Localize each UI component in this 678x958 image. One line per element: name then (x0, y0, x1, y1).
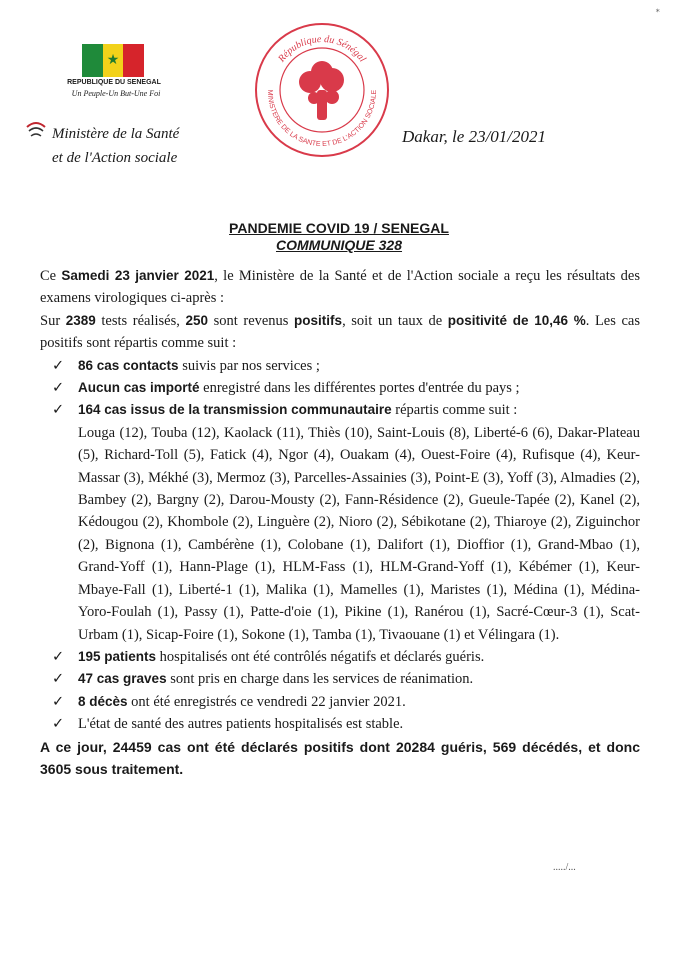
tests-count: 2389 (65, 312, 96, 328)
national-motto: Un Peuple-Un But-Une Foi (71, 89, 161, 98)
positivity-rate: positivité de 10,46 % (447, 312, 586, 328)
flag-stripe-green (82, 44, 103, 77)
date-line: Dakar, le 23/01/2021 (402, 127, 547, 146)
ministry-name (52, 122, 179, 170)
check-icon: ✓ (52, 693, 65, 710)
senegal-flag (82, 44, 144, 77)
tests-text-3: sont revenus (208, 312, 295, 329)
summary-paragraph: A ce jour, 24459 cas ont été déclarés positifs dont 20284 guéris, 569 décédés, et donc 3605 sous traitement. (40, 738, 640, 777)
list-item-severe (52, 668, 640, 690)
check-icon: ✓ (52, 380, 65, 397)
tests-paragraph (40, 310, 640, 355)
ministry-line-2: et de l'Action sociale (52, 150, 178, 166)
deaths-count: 8 décès (78, 693, 128, 709)
page-title: PANDEMIE COVID 19 / SENEGAL (229, 220, 449, 236)
flag-stripe-red (123, 44, 144, 77)
list-item-recovered (52, 646, 640, 668)
star-icon: ★ (106, 52, 120, 68)
check-icon: ✓ (52, 357, 65, 374)
check-icon: ✓ (52, 402, 65, 419)
tests-text-5: . Les cas positifs sont répartis comme suit : (40, 312, 640, 352)
recovered-count: 195 patients (78, 648, 157, 664)
list-item-contacts (52, 355, 640, 377)
seal-text-bottom: MINISTERE DE LA SANTE ET DE L'ACTION SOCIALE (265, 89, 379, 149)
corner-mark: ∗ (655, 6, 661, 15)
list-item-imported (52, 377, 640, 399)
list-item-stable (52, 713, 640, 735)
community-text: répartis comme suit : (391, 402, 518, 419)
communique-number: COMMUNIQUE 328 (275, 237, 403, 253)
positive-word: positifs (294, 312, 343, 328)
check-icon: ✓ (52, 648, 65, 665)
flag-stripe-yellow (103, 44, 124, 77)
baobab-tree-icon (299, 61, 344, 120)
republic-label: REPUBLIQUE DU SENEGAL (67, 79, 161, 86)
check-icon: ✓ (52, 671, 65, 688)
case-breakdown-list (40, 355, 640, 736)
tests-text-2: tests réalisés, (95, 312, 186, 329)
imported-text: enregistré dans les différentes portes d'entrée du pays ; (199, 380, 520, 397)
stable-text: L'état de santé des autres patients hospitalisés est stable. (78, 716, 404, 733)
severe-count: 47 cas graves (78, 671, 167, 687)
intro-text-2: , le Ministère de la Santé et de l'Action sociale a reçu les résultats des examens virologiques ci-après : (40, 268, 640, 307)
seal-text-top: République du Sénégal (276, 33, 368, 65)
localities-list: Louga (12), Touba (12), Kaolack (11), Thiès (10), Saint-Louis (8), Liberté-6 (6), Dakar-Plateau (5), Richard-Toll (5), Fatick (4), Ngor (4), Ouakam (4), Ouest-Foire (4), Rufisque (4), Keur-Massar (3), Mékhé (3), Mermoz (3), Parcelles-Assainies (3), Point-E (3), Yoff (3), Almadies (2), Bambey (2), Bargny (2), Darou-Mousty (2), Fann-Résidence (2), Gueule-Tapée (2), Kanel (2), Kédougou (2), Khombole (2), Linguère (2), Nioro (2), Sébikotane (2), Thiaroye (2), Ziguinchor (2), Bignona (1), Cambérène (1), Colobane (1), Dalifort (1), Dioffior (1), Grand-Mbao (1), Grand-Yoff (1), Hann-Plage (1), HLM-Fass (1), HLM-Grand-Yoff (1), Kébémer (1), Keur-Mbaye-Fall (1), Liberté-1 (1), Malika (1), Mamelles (1), Maristes (1), Médina (1), Médina-Yoro-Foulah (1), Passy (1), Patte-d'oie (1), Pikine (1), Ranérou (1), Sacré-Cœur-3 (1), Scat-Urbam (1), Sicap-Foire (1), Sokone (1), Tamba (1), Tivaouane (1) et Vélingara (1). (78, 424, 640, 643)
severe-text: sont pris en charge dans les services de réanimation. (166, 671, 474, 688)
intro-paragraph (40, 265, 640, 310)
contacts-text: suivis par nos services ; (178, 357, 320, 374)
continuation-mark: ...../... (553, 862, 576, 873)
ministry-seal (252, 20, 392, 160)
community-count: 164 cas issus de la transmission communautaire (78, 402, 392, 418)
recovered-text: hospitalisés ont été contrôlés négatifs et déclarés guéris. (156, 648, 485, 665)
list-item-community (52, 399, 640, 645)
deaths-text: ont été enregistrés ce vendredi 22 janvier 2021. (127, 693, 406, 710)
intro-date: Samedi 23 janvier 2021 (61, 268, 215, 283)
contacts-count: 86 cas contacts (78, 357, 179, 373)
tests-text: Sur (40, 312, 66, 329)
positive-count: 250 (185, 312, 208, 328)
intro-text: Ce (40, 268, 62, 284)
ministry-line-1: Ministère de la Santé (52, 126, 180, 142)
ministry-logo-icon (24, 119, 48, 141)
svg-text:République du Sénégal (276, 34, 368, 65)
imported-count: Aucun cas importé (78, 380, 200, 396)
list-item-deaths (52, 691, 640, 713)
communique-body (40, 265, 640, 780)
tests-text-4: , soit un taux de (342, 312, 448, 329)
check-icon: ✓ (52, 716, 65, 733)
